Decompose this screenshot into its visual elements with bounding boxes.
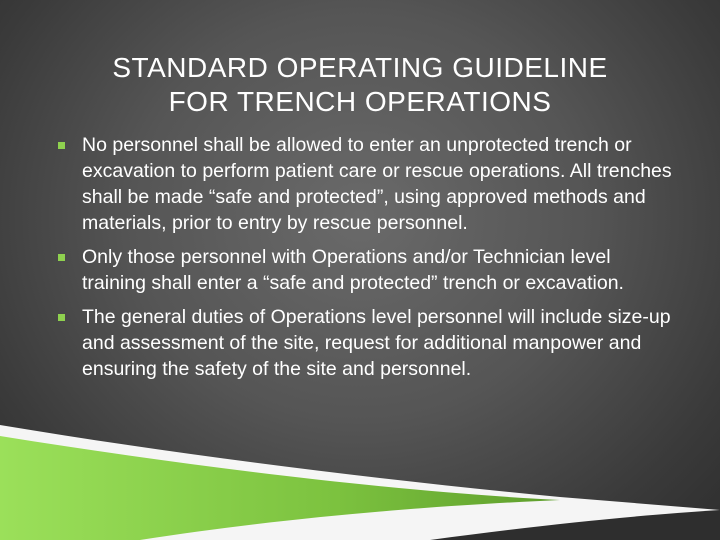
square-bullet-icon (58, 314, 65, 321)
bullet-item (56, 244, 672, 296)
bullet-text: No personnel shall be allowed to enter an unprotected trench or excavation to perform patient care or rescue operations. All trenches shall be made “safe and protected”, using approved methods and materials, prior to entry by rescue personnel. (82, 134, 672, 234)
bullet-text: The general duties of Operations level personnel will include size-up and assessment of the site, request for additional manpower and ensuring the safety of the site and personnel. (82, 306, 671, 380)
bullet-item (56, 304, 672, 382)
bullet-item (56, 132, 672, 236)
bullet-text: Only those personnel with Operations and/or Technician level training shall enter a “safe and protected” trench or excavation. (82, 246, 624, 294)
bullet-list (56, 132, 672, 390)
slide-title (40, 51, 680, 119)
title-line-2: FOR TRENCH OPERATIONS (168, 85, 552, 117)
title-line-1: STANDARD OPERATING GUIDELINE (112, 51, 608, 83)
square-bullet-icon (58, 142, 65, 149)
square-bullet-icon (58, 254, 65, 261)
